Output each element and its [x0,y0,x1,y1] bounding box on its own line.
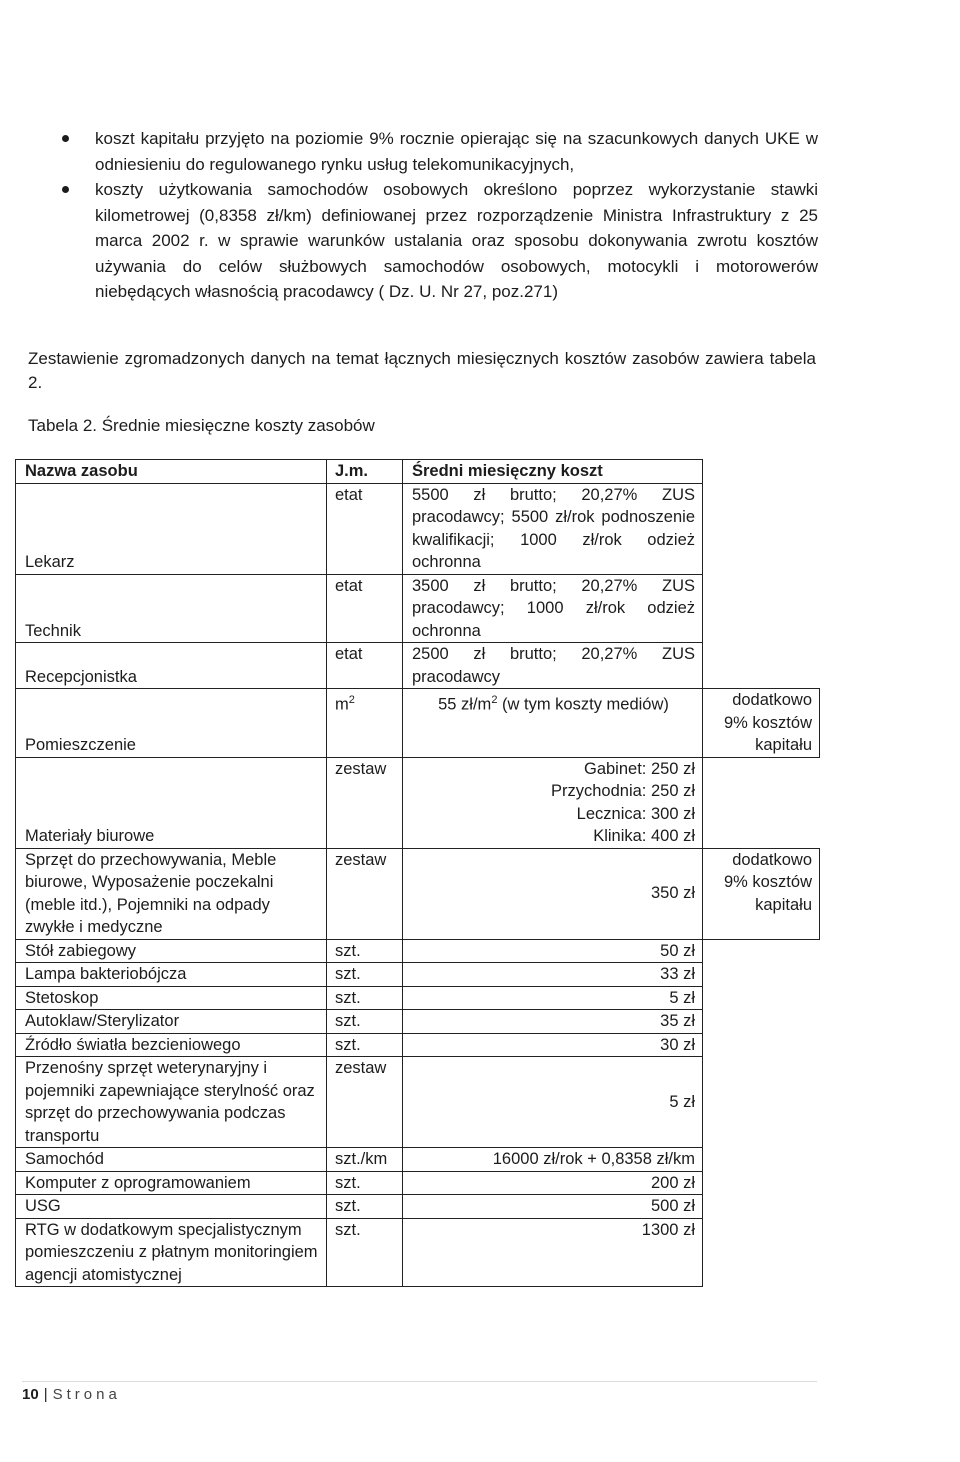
cell-unit: zestaw [327,757,403,848]
cell-cost: 16000 zł/rok + 0,8358 zł/km [403,1148,703,1172]
cell-unit: zestaw [327,848,403,939]
cell-name: Lekarz [16,483,327,574]
cell-cost: 5 zł [403,1057,703,1148]
table-row [16,483,820,574]
cell-name: Samochód [16,1148,327,1172]
cell-unit: zestaw [327,1057,403,1148]
header-cost: Średni miesięczny koszt [403,460,703,484]
cell-cost: 5 zł [403,986,703,1010]
cell-name: Stetoskop [16,986,327,1010]
cell-cost: 500 zł [403,1195,703,1219]
table-header-row [16,460,820,484]
cell-extra: dodatkowo 9% kosztów kapitału [703,689,820,758]
cell-name: Pomieszczenie [16,689,327,758]
cell-name: Recepcjonistka [16,643,327,689]
cell-extra: dodatkowo 9% kosztów kapitału [703,848,820,939]
bullet-text: koszt kapitału przyjęto na poziomie 9% rocznie opierając się na szacunkowych danych UKE w odniesieniu do regulowanego rynku usług telekomunikacyjnych, [95,129,818,174]
bullet-dot-icon [62,186,69,193]
footer-separator: | [43,1386,48,1403]
cell-unit: szt. [327,1010,403,1034]
cell-name: Technik [16,574,327,643]
table-row [16,939,820,963]
table-row [16,574,820,643]
cell-name: Źródło światła bezcieniowego [16,1033,327,1057]
cell-name: RTG w dodatkowym specjalistycznym pomieszczeniu z płatnym monitoringiem agencji atomistycznej [16,1218,327,1287]
cell-name: Przenośny sprzęt weterynaryjny i pojemniki zapewniające sterylność oraz sprzęt do przechowywania podczas transportu [16,1057,327,1148]
cell-unit: $m^2$ [327,689,403,758]
table-caption: Tabela 2. Średnie miesięczne koszty zasobów [28,416,375,435]
bullet-text: koszty użytkowania samochodów osobowych określono poprzez wykorzystanie stawki kilometrowej (0,8358 zł/km) definiowanej przez rozporządzenie Ministra Infrastruktury z 25 marca 2002 r. w sprawie warunków ustalania oraz sposobu dokonywania zwrotu kosztów używania do celów służbowych samochodów osobowych, motocykli i motorowerów niebędących własnością pracodawcy ( Dz. U. Nr 27, poz.271) [95,180,818,301]
page-footer [22,1386,121,1403]
cell-cost: 35 zł [403,1010,703,1034]
table-row [16,1033,820,1057]
table-row [16,1057,820,1148]
cell-unit: szt. [327,939,403,963]
cell-unit: szt. [327,1218,403,1287]
table-row [16,986,820,1010]
cell-name: Lampa bakteriobójcza [16,963,327,987]
cell-name: USG [16,1195,327,1219]
cell-unit: szt./km [327,1148,403,1172]
cell-unit: szt. [327,963,403,987]
cell-cost: 55 $zł/m^2$ (w tym koszty mediów) [403,689,703,758]
table-row [16,848,820,939]
cell-cost: 2500 zł brutto; 20,27% ZUS pracodawcy [403,643,703,689]
cell-unit: szt. [327,986,403,1010]
cell-name: Sprzęt do przechowywania, Meble biurowe, Wyposażenie poczekalni (meble itd.), Pojemniki na odpady zwykłe i medyczne [16,848,327,939]
cell-cost: Gabinet: 250 zł Przychodnia: 250 zł Lecznica: 300 zł Klinika: 400 zł [403,757,703,848]
cell-cost: 5500 zł brutto; 20,27% ZUS pracodawcy; 5500 zł/rok podnoszenie kwalifikacji; 1000 zł/rok odzież ochronna [403,483,703,574]
page-number: 10 [22,1386,39,1403]
bullet-item [62,177,818,305]
footer-label: Strona [52,1386,121,1403]
header-unit: J.m. [327,460,403,484]
cell-unit: etat [327,643,403,689]
table-row [16,1010,820,1034]
cell-name: Materiały biurowe [16,757,327,848]
bullet-list [62,126,818,305]
cell-name: Stół zabiegowy [16,939,327,963]
table-row [16,757,820,848]
cell-cost: 200 zł [403,1171,703,1195]
cell-cost: 3500 zł brutto; 20,27% ZUS pracodawcy; 1000 zł/rok odzież ochronna [403,574,703,643]
resource-cost-table [15,459,820,1287]
cell-unit: etat [327,483,403,574]
table-row [16,1195,820,1219]
cell-unit: etat [327,574,403,643]
cell-cost: 350 zł [403,848,703,939]
table-row [16,689,820,758]
cell-unit: szt. [327,1171,403,1195]
cell-cost: 50 zł [403,939,703,963]
cell-cost: 30 zł [403,1033,703,1057]
table-row [16,1148,820,1172]
table-row [16,643,820,689]
intro-paragraph: Zestawienie zgromadzonych danych na temat łącznych miesięcznych kosztów zasobów zawiera tabela 2. [28,349,816,392]
table-row [16,1218,820,1287]
cell-cost: 33 zł [403,963,703,987]
footer-divider [22,1381,817,1382]
table-row [16,963,820,987]
table-row [16,1171,820,1195]
cell-name: Komputer z oprogramowaniem [16,1171,327,1195]
header-name: Nazwa zasobu [16,460,327,484]
cell-cost: 1300 zł [403,1218,703,1287]
cell-unit: szt. [327,1195,403,1219]
cell-unit: szt. [327,1033,403,1057]
bullet-dot-icon [62,135,69,142]
bullet-item [62,126,818,177]
cell-name: Autoklaw/Sterylizator [16,1010,327,1034]
